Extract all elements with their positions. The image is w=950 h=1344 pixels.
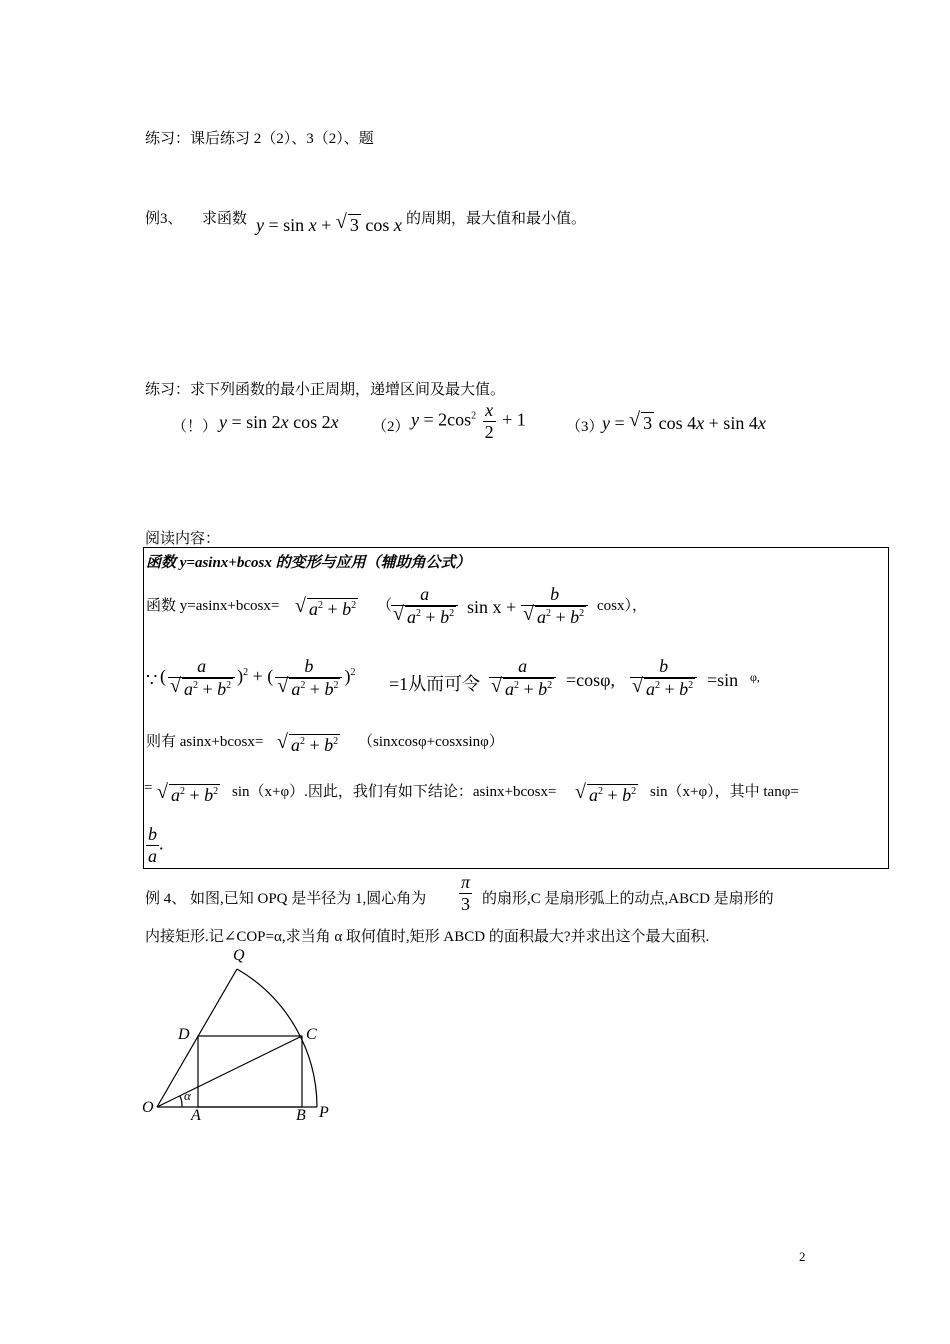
arc-pq	[237, 969, 317, 1107]
practice-2-item3-formula: y = √ 3 cos 4x + sin 4x	[602, 409, 766, 433]
practice-1-text: 练习：课后练习 2（2）、3（2）、题	[145, 131, 374, 147]
sqrt-a2-b2-line3: √ $a^2 + b^2$	[277, 731, 339, 755]
open-paren: （	[377, 598, 393, 614]
reading-line2-text: =1从而可令	[389, 674, 481, 694]
reading-heading: 阅读内容：	[145, 531, 221, 547]
fraction-b-over-a: $\frac{b}{a}$ .	[148, 824, 164, 866]
practice-2-item3-label: （3）	[566, 419, 604, 435]
segment-oq	[157, 969, 237, 1107]
reading-line4-mid: sin（x+φ）.因此，我们有如下结论：asinx+bcosx=	[232, 784, 557, 800]
example-3-suffix: 的周期，最大值和最小值。	[406, 211, 587, 227]
example-3-prefix: 求函数	[202, 211, 248, 227]
label-c: C	[306, 1026, 317, 1043]
reading-line1-prefix: 函数 y=asinx+bcosx=	[146, 598, 280, 614]
reading-line1-cosx: cosx），	[597, 598, 647, 614]
practice-2-item2-formula: $y = 2\cos^2$ $\frac{x}{2}$ + 1	[411, 400, 526, 442]
rectangle-abcd	[198, 1036, 302, 1107]
practice-2-item2-label: （2）	[372, 419, 410, 435]
fraction-b-over-sqrt: b √ $a^2 + b^2$	[519, 584, 590, 628]
because-symbol: ∵	[146, 670, 158, 690]
reading-line2-sin: =sin	[707, 670, 739, 690]
reading-content-box	[143, 547, 889, 869]
reading-line1-sinx: sin x +	[467, 597, 517, 617]
fraction-b-sin: b √ $a^2 + b^2$	[628, 656, 699, 700]
page-number: 2	[799, 1249, 806, 1264]
label-p: P	[319, 1104, 329, 1121]
reading-line4-end: sin（x+φ），其中 tanφ=	[650, 784, 799, 800]
angle-alpha-arc	[180, 1096, 182, 1107]
label-d: D	[178, 1026, 190, 1043]
label-alpha: α	[184, 1088, 191, 1103]
reading-line4-eq: =	[144, 780, 153, 796]
reading-title: 函数 y=asinx+bcosx 的变形与应用（辅助角公式）	[146, 555, 471, 571]
fraction-a-over-sqrt: a √ $a^2 + b^2$	[389, 584, 460, 628]
sqrt-a2-b2-line4a: √ $a^2 + b^2$	[157, 781, 219, 805]
example-4-line1-prefix: 例 4、 如图,已知 OPQ 是半径为 1,圆心角为	[145, 891, 427, 907]
label-b: B	[296, 1107, 306, 1124]
practice-2-text: 练习：求下列函数的最小正周期，递增区间及最大值。	[145, 382, 506, 398]
sqrt-a2-b2: √ $a^2 + b^2$	[295, 595, 357, 619]
reading-line3-suffix: （sinxcosφ+cosxsinφ）	[358, 734, 504, 750]
practice-2-item1-formula: y = sin 2x cos 2x	[219, 412, 339, 432]
example-4-line1-suffix: 的扇形,C 是扇形弧上的动点,ABCD 是扇形的	[482, 891, 774, 907]
label-a: A	[191, 1107, 201, 1124]
example-4-line2: 内接矩形.记∠COP=α,求当角 α 取何值时,矩形 ABCD 的面积最大?并求出这个最大面积.	[145, 929, 710, 945]
reading-line3-prefix: 则有 asinx+bcosx=	[146, 734, 264, 750]
sector-figure	[140, 940, 340, 1130]
label-o: O	[142, 1099, 154, 1116]
label-q: Q	[233, 947, 245, 964]
segment-oc	[157, 1036, 302, 1107]
sqrt-a2-b2-line4b: √ $a^2 + b^2$	[575, 781, 637, 805]
fraction-pi-over-3: $\frac{\pi}{3}$	[461, 872, 471, 914]
practice-2-item1-label: （！）	[172, 419, 218, 435]
example-3-formula: y = sin x + √ 3 cos x	[256, 211, 402, 235]
reading-line2-phi: φ,	[750, 670, 760, 684]
reading-line2-cos: =cosφ,	[566, 670, 616, 690]
squared-sum-expression: ( a √ $a^2 + b^2$ )$^2$ + ( b √ $a^2 + b^2$ )$^2$	[160, 656, 356, 699]
fraction-a-cos: a √ $a^2 + b^2$	[487, 656, 558, 700]
example-3-label: 例3、	[145, 211, 183, 227]
